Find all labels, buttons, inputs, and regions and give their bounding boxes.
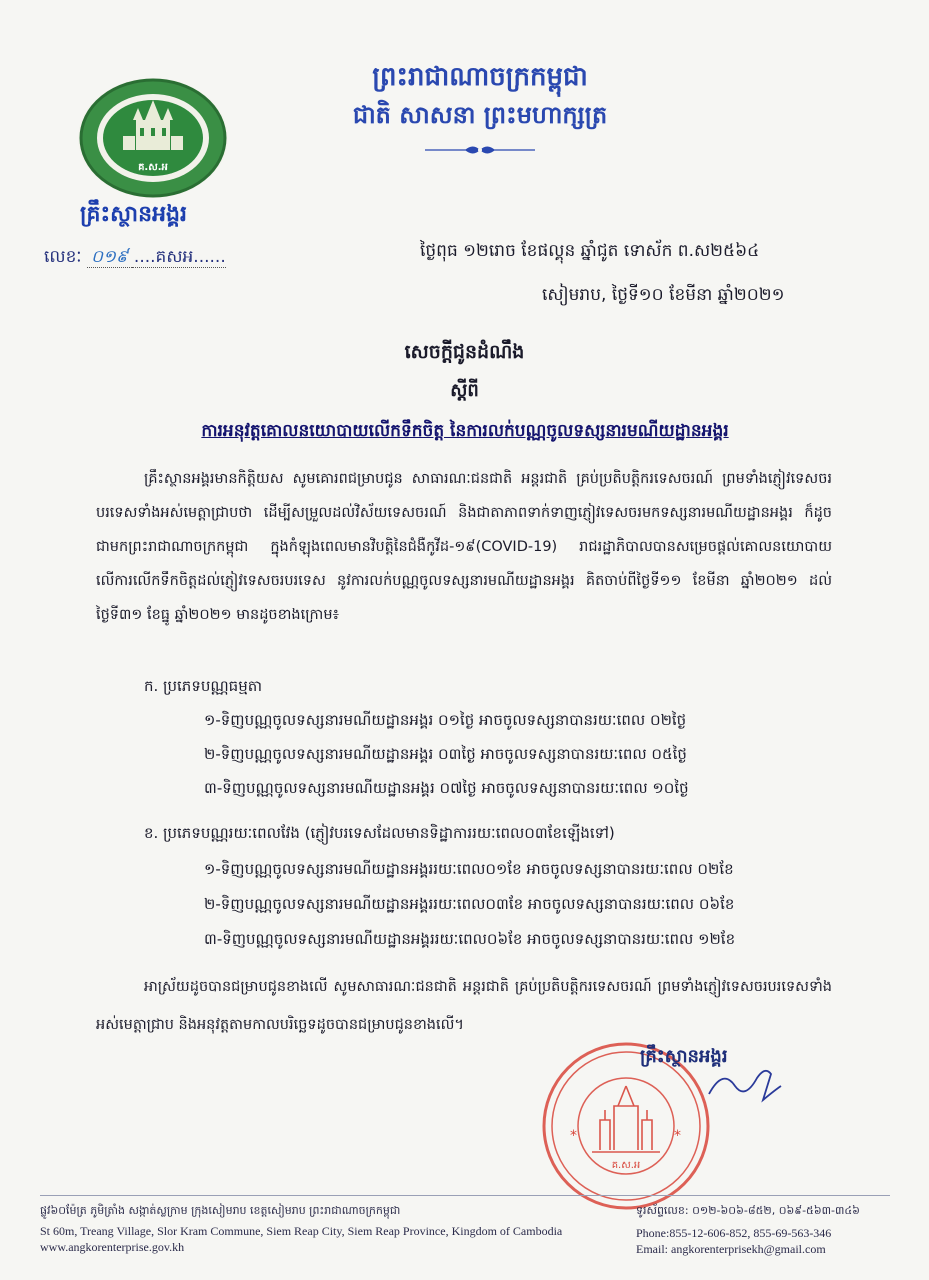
organization-name: គ្រឹះស្ថានអង្គរ: [80, 202, 187, 227]
list-item: ៣-ទិញបណ្ណចូលទស្សនារមណីយដ្ឋានអង្គររយៈពេល០៦ខែ អាចចូលទស្សនាបានរយៈពេល ១២ខែ: [204, 930, 736, 948]
organization-logo: [78, 78, 228, 198]
about-label: ស្តីពី: [450, 380, 479, 401]
reference-value: ០១៩: [87, 247, 132, 268]
list-item: ១-ទិញបណ្ណចូលទស្សនារមណីយដ្ឋានអង្គររយៈពេល០១ខែ អាចចូលទស្សនាបានរយៈពេល ០២ខែ: [204, 860, 734, 878]
footer-address-en: St 60m, Treang Village, Slor Kram Commune, Siem Reap City, Siem Reap Province, Kingdom of Cambodia: [40, 1224, 563, 1238]
footer-phone-km: ទូរស័ព្ទលេខ: ០១២-៦០៦-៨៥២, ០៦៩-៥៦៣-៣៤៦: [636, 1204, 860, 1217]
reference-suffix: ....គសអ......: [133, 247, 226, 267]
national-motto: ជាតិ សាសនា ព្រះមហាក្សត្រ: [352, 101, 608, 129]
reference-number: [44, 246, 226, 271]
notice-title: សេចក្តីជូនដំណឹង: [404, 341, 525, 363]
footer-divider: [40, 1195, 890, 1196]
lunar-date: ថ្ងៃពុធ ១២រោច ខែផល្គុន ឆ្នាំជូត ទោស័ក ព.ស២៥៦៤: [420, 241, 760, 261]
body-paragraph: [96, 462, 832, 632]
body-paragraph-text: គ្រឹះស្ថានអង្គរមានកិត្តិយស សូមគោរពជម្រាបជូន សាធារណៈជនជាតិ អន្តរជាតិ គ្រប់ប្រតិបត្តិករទេសចរណ៍ ព្រមទាំងភ្ញៀវទេសចរបរទេសទាំងអស់មេត្តាជ្រាបថា ដើម្បីសម្រួលដល់វិស័យទេសចរណ៍ និងជាតាភាពទាក់ទាញភ្ញៀវទេសចរមកទស្សនារមណីយដ្ឋានអង្គរ ក៏ដូចជាមកព្រះរាជាណាចក្រកម្ពុជា ក្នុងកំឡុងពេលមានវិបត្តិនៃជំងឺកូវីដ-១៩(COVID-19) រាជរដ្ឋាភិបាលបានសម្រេចផ្តល់គោលនយោបាយលើការលើកទឹកចិត្តដល់ភ្ញៀវទេសចរបរទេស នូវការលក់បណ្ណចូលទស្សនារមណីយដ្ឋានអង្គរ គិតចាប់ពីថ្ងៃទី១១ ខែមីនា ឆ្នាំ២០២១ ដល់ថ្ងៃទី៣១ ខែធ្នូ ឆ្នាំ២០២១ មានដូចខាងក្រោម៖: [96, 471, 832, 623]
svg-text:*: *: [674, 1128, 681, 1144]
closing-paragraph: [96, 968, 832, 1044]
angkor-logo-icon: [78, 78, 228, 198]
list-item: ២-ទិញបណ្ណចូលទស្សនារមណីយដ្ឋានអង្គររយៈពេល០៣ខែ អាចចូលទស្សនាបានរយៈពេល ០៦ខែ: [204, 895, 735, 913]
closing-paragraph-text: អាស្រ័យដូចបានជម្រាបជូនខាងលើ សូមសាធារណៈជនជាតិ អន្តរជាតិ គ្រប់ប្រតិបត្តិករទេសចរណ៍ ព្រមទាំងភ្ញៀវទេសចរបរទេសទាំងអស់មេត្តាជ្រាប និងអនុវត្តតាមកាលបរិច្ឆេទដូចបានជម្រាបជូនខាងលើ។: [96, 979, 832, 1033]
ornament-divider-icon: [425, 143, 535, 157]
list-item: ១-ទិញបណ្ណចូលទស្សនារមណីយដ្ឋានអង្គរ ០១ថ្ងៃ អាចចូលទស្សនាបានរយៈពេល ០២ថ្ងៃ: [204, 711, 687, 729]
svg-text:*: *: [570, 1128, 577, 1144]
solar-date: សៀមរាប, ថ្ងៃទី១០ ខែមីនា ឆ្នាំ២០២១: [542, 285, 785, 305]
logo-text: គ.ស.អ: [138, 162, 168, 173]
footer-address-km: ផ្លូវ៦០ម៉ែត្រ ភូមិត្រាំង សង្កាត់ស្លក្រាម ក្រុងសៀមរាប ខេត្តសៀមរាប ព្រះរាជាណាចក្រកម្ពុជា: [40, 1204, 401, 1217]
subject-line: ការអនុវត្តគោលនយោបាយលើកទឹកចិត្ត នៃការលក់បណ្ណចូលទស្សនារមណីយដ្ឋានអង្គរ: [201, 421, 729, 441]
signature-icon: [705, 1060, 785, 1110]
section-a-heading: ក. ប្រភេទបណ្ណធម្មតា: [144, 677, 263, 695]
signer-name: គ្រឹះស្ថានអង្គរ: [640, 1046, 728, 1067]
list-item: ៣-ទិញបណ្ណចូលទស្សនារមណីយដ្ឋានអង្គរ ០៧ថ្ងៃ អាចចូលទស្សនាបានរយៈពេល ១០ថ្ងៃ: [204, 779, 689, 797]
seal-text: គ.ស.អ: [611, 1160, 641, 1171]
footer-phone-en: Phone:855-12-606-852, 855-69-563-346: [636, 1226, 832, 1240]
section-b-heading: ខ. ប្រភេទបណ្ណរយៈពេលវែង (ភ្ញៀវបរទេសដែលមានទិដ្ឋាការរយៈពេល០៣ខែឡើងទៅ): [144, 824, 615, 842]
list-item: ២-ទិញបណ្ណចូលទស្សនារមណីយដ្ឋានអង្គរ ០៣ថ្ងៃ អាចចូលទស្សនាបានរយៈពេល ០៥ថ្ងៃ: [204, 745, 687, 763]
footer-website[interactable]: www.angkorenterprise.gov.kh: [40, 1240, 185, 1254]
reference-label: លេខៈ: [44, 247, 82, 267]
kingdom-heading: ព្រះរាជាណាចក្រកម្ពុជា: [372, 62, 588, 92]
footer-email[interactable]: Email: angkorenterprisekh@gmail.com: [636, 1242, 826, 1256]
